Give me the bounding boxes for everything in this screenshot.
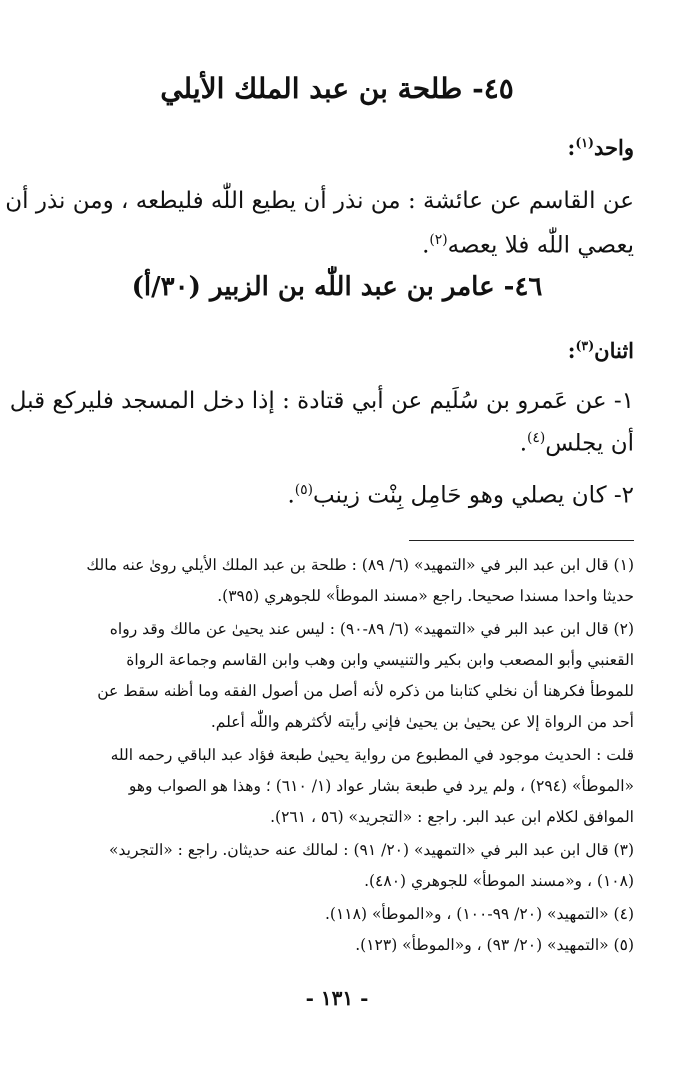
list-item-text: أن يجلس (545, 430, 634, 457)
paragraph-text: يعصي اللّٰه فلا يعصه (447, 232, 634, 259)
heading-46: ٤٦- عامر بن عبد اللّٰه بن الزبير (٣٠/أ) (131, 272, 543, 302)
colon: : (567, 135, 576, 160)
section-label-wahid (40, 135, 634, 160)
section-label-text: واحد (594, 135, 634, 160)
section-label-ithnan (40, 338, 634, 363)
footnote-line: (١٠٨) ، و«مسند الموطأ» للجوهري (٤٨٠). (364, 872, 634, 890)
footnote-line: القعنبي وأبو المصعب وابن بكير والتنيسي وابن وهب وابن القاسم وجماعة الرواة (126, 651, 634, 669)
footnote-line: (٤) «التمهيد» (٢٠/ ٩٩-١٠٠) ، و«الموطأ» (١١٨). (325, 905, 634, 923)
footnote-ref-2: (٢) (429, 232, 448, 248)
period: . (519, 430, 528, 457)
heading-45: ٤٥- طلحة بن عبد الملك الأيلي (160, 72, 514, 105)
footnote-line: قلت : الحديث موجود في المطبوع من رواية يحيىٰ طبعة فؤاد عبد الباقي رحمه الله (110, 746, 634, 764)
footnote-line: «الموطأ» (٢٩٤) ، ولم يرد في طبعة بشار عواد (١/ ٦١٠) ؛ وهذا هو الصواب وهو (128, 777, 634, 795)
footnote-ref-5: (٥) (294, 482, 313, 498)
paragraph-line: عن القاسم عن عائشة : من نذر أن يطيع اللّٰه فليطعه ، ومن نذر أن (5, 188, 634, 214)
footnote-divider (409, 540, 634, 541)
list-item-1-line (40, 430, 634, 457)
list-item-1-line: ١- عن عَمرو بن سُلَيم عن أبي قتادة : إذا دخل المسجد فليركع قبل (9, 388, 634, 414)
section-label-text: اثنان (594, 338, 634, 363)
period: . (287, 482, 295, 509)
footnote-line: أحد من الرواة إلا عن يحيىٰ بن يحيىٰ فإني رأيته لأكثرهم واللّٰه أعلم. (210, 713, 634, 731)
list-item-2 (40, 482, 634, 509)
footnote-line: حديثا واحدا مسندا صحيحا. راجع «مسند الموطأ» للجوهري (٣٩٥). (217, 587, 634, 605)
footnote-line: للموطأ فكرهنا أن نخلي كتابنا من ذكره لأنه أصل من أصول الفقه وما أظنه سقط عن (97, 682, 634, 700)
footnote-line: (٥) «التمهيد» (٢٠/ ٩٣) ، و«الموطأ» (١٢٣). (355, 936, 634, 954)
footnote-line: الموافق لكلام ابن عبد البر. راجع : «التجريد» (٥٦ ، ٢٦١). (270, 808, 634, 826)
footnote-ref-4: (٤) (527, 430, 546, 446)
paragraph-line (40, 232, 634, 259)
footnote-line: (٣) قال ابن عبد البر في «التمهيد» (٢٠/ ٩١) : لمالك عنه حديثان. راجع : «التجريد» (109, 841, 634, 859)
period: . (422, 232, 430, 259)
colon: : (567, 338, 576, 363)
page-number: - ١٣١ - (305, 986, 369, 1010)
footnote-line: (٢) قال ابن عبد البر في «التمهيد» (٦/ ٨٩-٩٠) : ليس عند يحيىٰ عن مالك وقد رواه (109, 620, 634, 638)
list-item-text: ٢- كان يصلي وهو حَامِل بِنْت زينب (312, 482, 634, 509)
footnote-ref-1: (١) (575, 135, 595, 150)
footnote-line: (١) قال ابن عبد البر في «التمهيد» (٦/ ٨٩) : طلحة بن عبد الملك الأيلي روىٰ عنه مالك (86, 556, 634, 574)
footnote-ref-3: (٣) (575, 338, 595, 353)
